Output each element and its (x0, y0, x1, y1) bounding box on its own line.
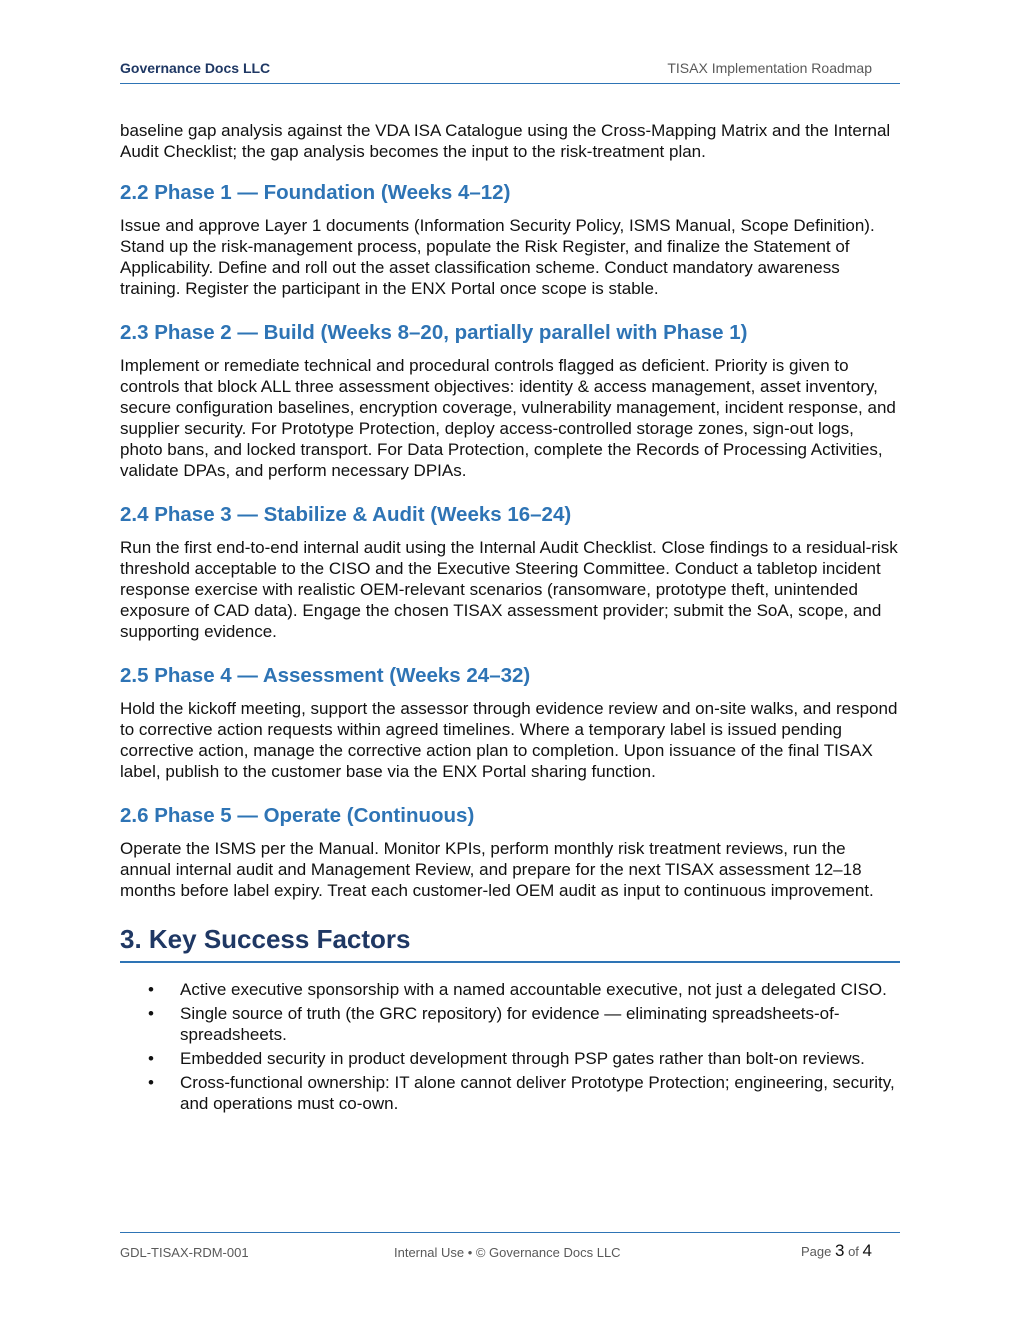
list-item (120, 1003, 900, 1045)
page-number (801, 1241, 872, 1261)
list-item (120, 1072, 900, 1114)
list-item (120, 979, 900, 1000)
list-item-text: Embedded security in product development through PSP gates rather than bolt-on reviews. (180, 1049, 865, 1068)
section-heading: 2.5 Phase 4 — Assessment (Weeks 24–32) (120, 664, 531, 687)
section-body: Operate the ISMS per the Manual. Monitor KPIs, perform monthly risk treatment reviews, run the annual internal audit and Management Review, and prepare for the next TISAX assessment 12–18 months before label expiry. Treat each customer-led OEM audit as input to continuous improvement. (120, 839, 874, 900)
page-footer (120, 1232, 900, 1273)
page-of-label: of (848, 1244, 859, 1259)
company-name: Governance Docs LLC (120, 60, 271, 76)
list-item (120, 1048, 900, 1069)
bullet-icon: • (148, 1004, 154, 1023)
bullet-icon: • (148, 1049, 154, 1068)
key-success-factors-list (120, 979, 900, 1114)
intro-paragraph: baseline gap analysis against the VDA ISA Catalogue using the Cross-Mapping Matrix and the Internal Audit Checklist; the gap analysis becomes the input to the risk-treatment plan. (120, 121, 891, 161)
section-body: Hold the kickoff meeting, support the assessor through evidence review and on-site walks, and respond to corrective action requests within agreed timelines. Where a temporary label is issued pending corrective action, manage the corrective action plan to completion. Upon issuance of the final TISAX label, publish to the customer base via the ENX Portal sharing function. (120, 699, 898, 781)
section-body: Issue and approve Layer 1 documents (Information Security Policy, ISMS Manual, Scope Definition). Stand up the risk-management process, populate the Risk Register, and finalize the Statement of Applicability. Define and roll out the asset classification scheme. Conduct mandatory awareness training. Register the participant in the ENX Portal once scope is stable. (120, 216, 875, 298)
page-current: 3 (834, 1241, 845, 1260)
section-phase-1 (120, 181, 900, 299)
bullet-icon: • (148, 980, 154, 999)
page-content (120, 120, 900, 1117)
list-item-text: Active executive sponsorship with a named accountable executive, not just a delegated CISO. (180, 980, 887, 999)
footer-classification: Internal Use • © Governance Docs LLC (394, 1245, 621, 1260)
document-title: TISAX Implementation Roadmap (667, 60, 872, 76)
bullet-icon: • (148, 1073, 154, 1092)
section-heading: 2.4 Phase 3 — Stabilize & Audit (Weeks 16–24) (120, 503, 572, 526)
section-body: Implement or remediate technical and procedural controls flagged as deficient. Priority is given to controls that block ALL three assessment objectives: identity & access management, asset inventory, secure configuration baselines, encryption coverage, vulnerability management, incident response, and supplier security. For Prototype Protection, deploy access-controlled storage zones, sign-out logs, photo bans, and locked transport. For Data Protection, complete the Records of Processing Activities, validate DPAs, and perform necessary DPIAs. (120, 356, 896, 480)
section-heading: 2.2 Phase 1 — Foundation (Weeks 4–12) (120, 181, 511, 204)
section-phase-2 (120, 321, 900, 481)
section-phase-3 (120, 503, 900, 642)
page-total: 4 (862, 1241, 872, 1260)
section-phase-4 (120, 664, 900, 782)
section-heading: 2.6 Phase 5 — Operate (Continuous) (120, 804, 475, 827)
list-item-text: Single source of truth (the GRC repository) for evidence — eliminating spreadsheets-of-spreadsheets. (180, 1004, 840, 1044)
section-body: Run the first end-to-end internal audit using the Internal Audit Checklist. Close findings to a residual-risk threshold acceptable to the CISO and the Executive Steering Committee. Conduct a tabletop incident response exercise with realistic OEM-relevant scenarios (ransomware, prototype theft, unintended exposure of CAD data). Engage the chosen TISAX assessment provider; submit the SoA, scope, and supporting evidence. (120, 538, 898, 641)
page-header (120, 58, 900, 84)
page-label: Page (800, 1244, 832, 1259)
document-id: GDL-TISAX-RDM-001 (120, 1245, 249, 1260)
section-heading: 2.3 Phase 2 — Build (Weeks 8–20, partially parallel with Phase 1) (120, 321, 748, 344)
list-item-text: Cross-functional ownership: IT alone cannot deliver Prototype Protection; engineering, security, and operations must co-own. (180, 1073, 895, 1113)
section-phase-5 (120, 804, 900, 901)
key-success-factors-heading: 3. Key Success Factors (120, 923, 900, 963)
